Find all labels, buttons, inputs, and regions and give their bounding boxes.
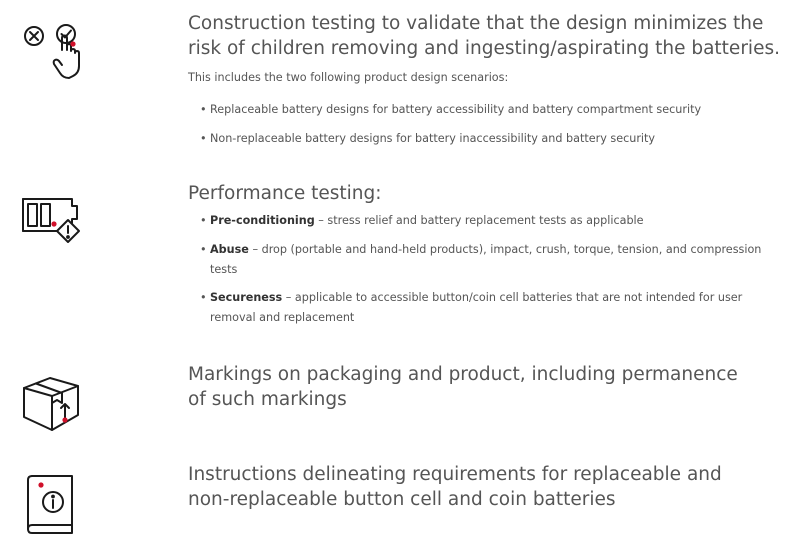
list-item: • Replaceable battery designs for battery accessibility and battery compartment security: [200, 100, 775, 120]
section-heading-performance: Performance testing:: [188, 183, 382, 204]
construction-bullet-list: [200, 100, 775, 157]
hand-select-check-icon: [18, 20, 84, 82]
list-item: • Abuse – drop (portable and hand-held products), impact, crush, torque, tension, and compression tests: [200, 240, 775, 280]
section-heading-instructions: Instructions delineating requirements for replaceable and non-replaceable button cell and coin batteries: [188, 464, 722, 510]
section-intro: This includes the two following product design scenarios:: [188, 71, 509, 84]
package-box-icon: [20, 370, 82, 434]
battery-warning-icon: [20, 193, 82, 247]
performance-bullet-list: [200, 211, 775, 337]
list-item: • Pre-conditioning – stress relief and battery replacement tests as applicable: [200, 211, 775, 231]
list-item: • Non-replaceable battery designs for battery inaccessibility and battery security: [200, 129, 775, 149]
instruction-manual-icon: [24, 473, 78, 535]
section-heading-markings: Markings on packaging and product, including permanence of such markings: [188, 364, 738, 410]
list-item: • Secureness – applicable to accessible button/coin cell batteries that are not intended for user removal and replacement: [200, 288, 775, 328]
section-heading-construction: Construction testing to validate that the design minimizes the risk of children removing and ingesting/aspirating the batteries.: [188, 13, 780, 59]
